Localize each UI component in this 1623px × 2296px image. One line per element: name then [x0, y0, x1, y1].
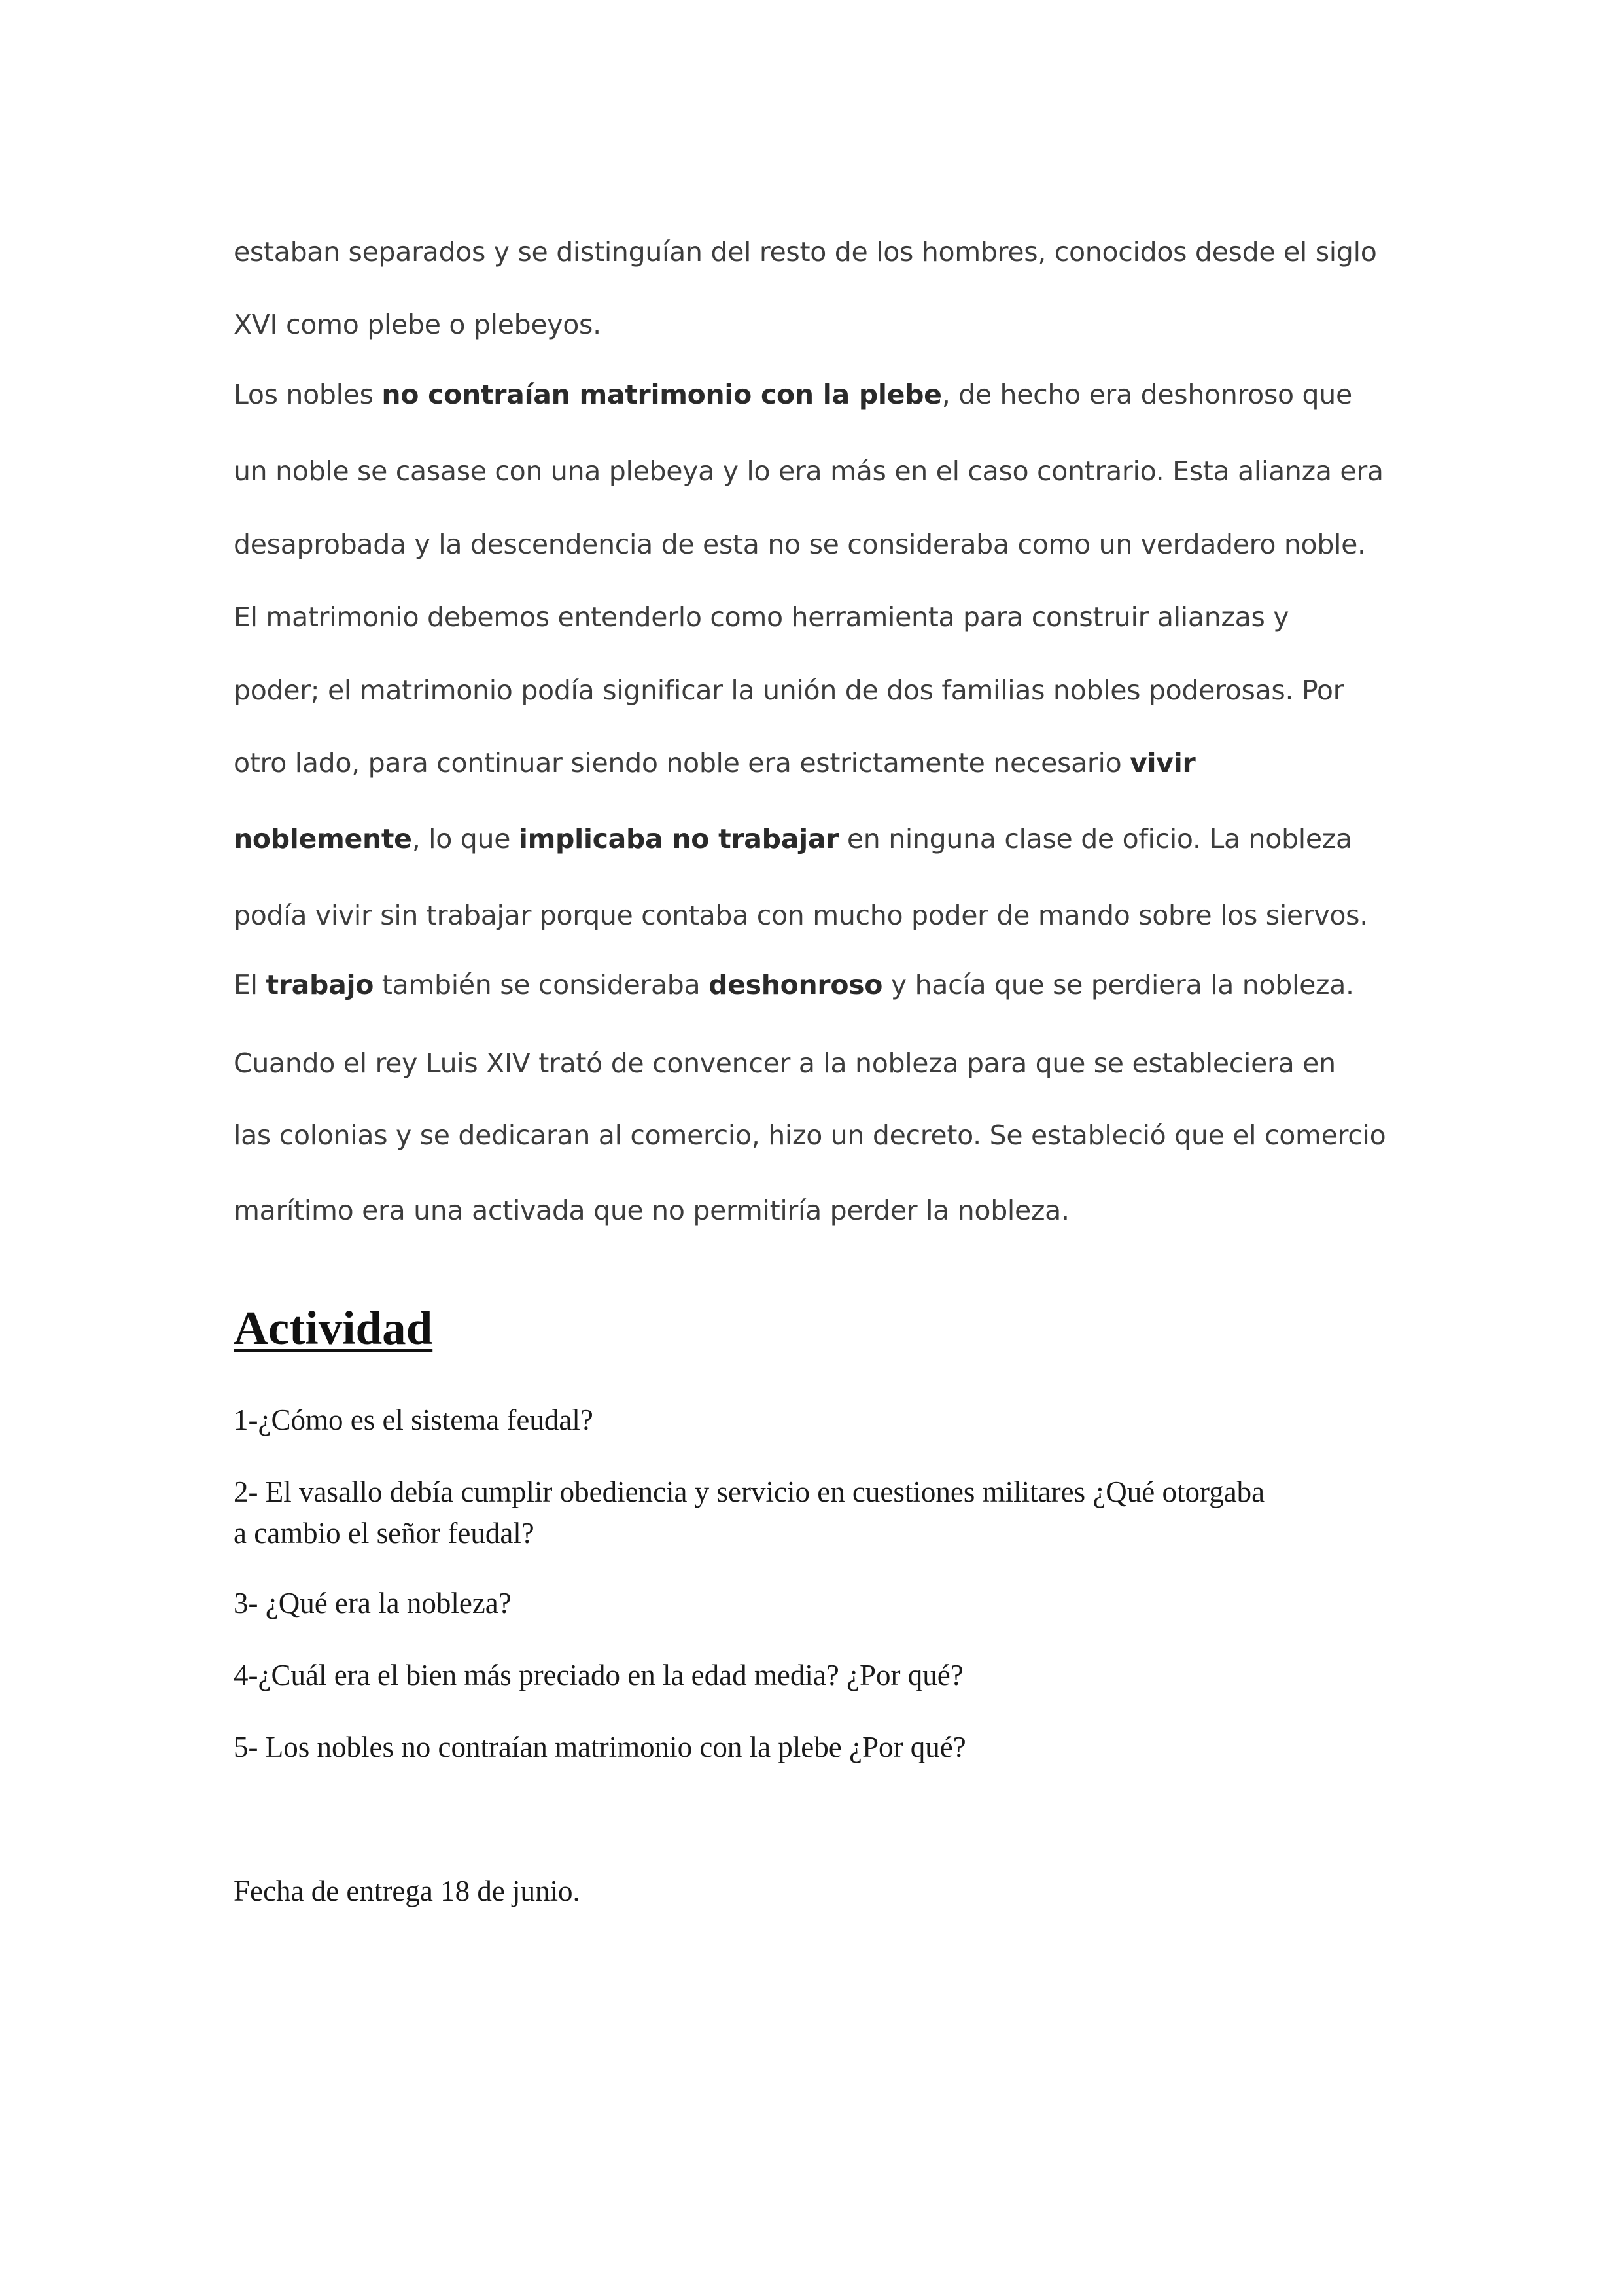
- bold-phrase: vivir: [1130, 747, 1196, 779]
- paragraph-line-3: [234, 375, 1352, 414]
- paragraph-line-9: [234, 819, 1352, 858]
- question-3: 3- ¿Qué era la nobleza?: [234, 1587, 512, 1619]
- text-run: y hacía que se perdiera la nobleza.: [882, 969, 1354, 1000]
- question-2-line-2: a cambio el señor feudal?: [234, 1517, 534, 1549]
- text-run: , de hecho era deshonroso que: [941, 379, 1352, 410]
- activity-heading: Actividad: [234, 1301, 433, 1354]
- due-date: Fecha de entrega 18 de junio.: [234, 1875, 580, 1907]
- question-1: 1-¿Cómo es el sistema feudal?: [234, 1404, 593, 1436]
- bold-phrase: implicaba no trabajar: [518, 823, 839, 855]
- question-5: 5- Los nobles no contraían matrimonio con la plebe ¿Por qué?: [234, 1731, 966, 1763]
- text-run: en ninguna clase de oficio. La nobleza: [839, 823, 1352, 855]
- bold-phrase: deshonroso: [708, 969, 883, 1000]
- text-run: , lo que: [411, 823, 519, 855]
- text-run: también se consideraba: [374, 969, 709, 1000]
- paragraph-line-6: El matrimonio debemos entenderlo como herramienta para construir alianzas y: [234, 601, 1289, 633]
- paragraph-line-5: desaprobada y la descendencia de esta no se consideraba como un verdadero noble.: [234, 529, 1366, 560]
- bold-phrase: noblemente: [234, 823, 412, 855]
- paragraph-line-11: [234, 965, 1354, 1004]
- text-run: El: [234, 969, 266, 1000]
- paragraph-line-4: un noble se casase con una plebeya y lo era más en el caso contrario. Esta alianza era: [234, 455, 1384, 487]
- paragraph-line-1: estaban separados y se distinguían del resto de los hombres, conocidos desde el siglo: [234, 236, 1377, 268]
- paragraph-line-8: [234, 743, 1195, 783]
- question-2-line-1: 2- El vasallo debía cumplir obediencia y servicio en cuestiones militares ¿Qué otorgaba: [234, 1475, 1265, 1508]
- paragraph-line-7: poder; el matrimonio podía significar la unión de dos familias nobles poderosas. Por: [234, 675, 1344, 706]
- bold-phrase: trabajo: [266, 969, 374, 1000]
- paragraph-line-14: marítimo era una activada que no permitiría perder la nobleza.: [234, 1195, 1070, 1226]
- paragraph-line-13: las colonias y se dedicaran al comercio, hizo un decreto. Se estableció que el comercio: [234, 1120, 1386, 1151]
- bold-phrase: no contraían matrimonio con la plebe: [381, 379, 942, 410]
- text-run: Los nobles: [234, 379, 382, 410]
- paragraph-line-12: Cuando el rey Luis XIV trató de convencer a la nobleza para que se estableciera en: [234, 1048, 1336, 1079]
- text-run: otro lado, para continuar siendo noble era estrictamente necesario: [234, 747, 1130, 779]
- paragraph-line-2: XVI como plebe o plebeyos.: [234, 309, 601, 340]
- paragraph-line-10: podía vivir sin trabajar porque contaba con mucho poder de mando sobre los siervos.: [234, 900, 1368, 931]
- question-4: 4-¿Cuál era el bien más preciado en la edad media? ¿Por qué?: [234, 1659, 964, 1691]
